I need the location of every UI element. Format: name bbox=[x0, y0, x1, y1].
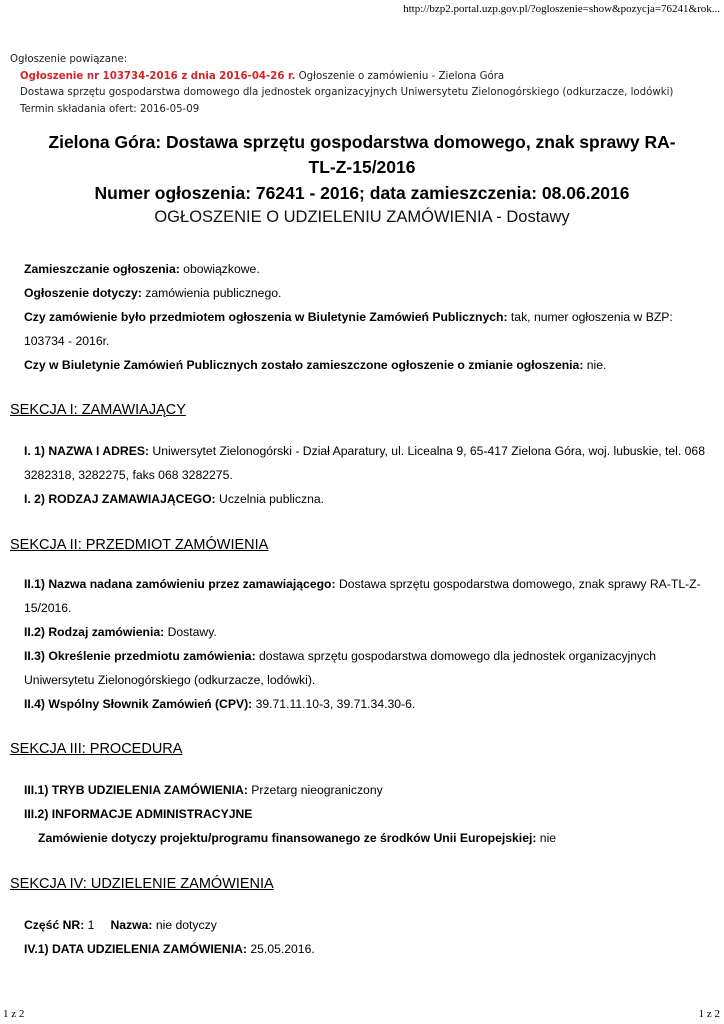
field-placement: Zamieszczanie ogłoszenia: obowiązkowe. bbox=[24, 262, 260, 276]
section-heading-1: SEKCJA I: ZAMAWIAJĄCY bbox=[10, 402, 186, 418]
section-2-body bbox=[24, 572, 708, 716]
field-part bbox=[24, 913, 708, 937]
section-heading-3: SEKCJA III: PROCEDURA bbox=[10, 741, 183, 757]
page-counter-right: 1 z 2 bbox=[698, 1008, 720, 1020]
related-link-line bbox=[10, 69, 710, 86]
section-1-body bbox=[24, 439, 708, 511]
section-heading-2: SEKCJA II: PRZEDMIOT ZAMÓWIENIA bbox=[10, 537, 269, 553]
related-description: Dostawa sprzętu gospodarstwa domowego dla jednostek organizacyjnych Uniwersytetu Zielonogórskiego (odkurzacze, lodówki) bbox=[20, 87, 674, 98]
field-name-address: I. 1) NAZWA I ADRES: Uniwersytet Zielonogórski - Dział Aparatury, ul. Licealna 9, 65-417 Zielona Góra, woj. lubuskie, tel. 068 3282318, 3282275, faks 068 3282275. bbox=[24, 444, 705, 482]
field-cpv: II.4) Wspólny Słownik Zamówień (CPV): 39.71.11.10-3, 39.71.34.30-6. bbox=[24, 697, 416, 711]
field-contract-kind: II.2) Rodzaj zamówienia: Dostawy. bbox=[24, 625, 217, 639]
field-contracting-type: I. 2) RODZAJ ZAMAWIAJĄCEGO: Uczelnia publiczna. bbox=[24, 492, 325, 506]
field-admin-info: III.2) INFORMACJE ADMINISTRACYJNE bbox=[24, 807, 253, 821]
page-counter-left: 1 z 2 bbox=[3, 1008, 25, 1020]
field-bzp: Czy zamówienie było przedmiotem ogłoszenia w Biuletynie Zamówień Publicznych: tak, numer ogłoszenia w BZP: 103734 - 2016r. bbox=[24, 310, 673, 348]
related-label: Ogłoszenie powiązane: bbox=[10, 54, 128, 65]
section-heading-4: SEKCJA IV: UDZIELENIE ZAMÓWIENIA bbox=[10, 876, 274, 892]
field-contract-subject: II.3) Określenie przedmiotu zamówienia: dostawa sprzętu gospodarstwa domowego dla jednostek organizacyjnych Uniwersytetu Zielonogórskiego (odkurzacze, lodówki). bbox=[24, 649, 657, 687]
notice-number: Numer ogłoszenia: 76241 - 2016; data zamieszczenia: 08.06.2016 bbox=[94, 183, 630, 203]
field-procedure-mode: III.1) TRYB UDZIELENIA ZAMÓWIENIA: Przetarg nieograniczony bbox=[24, 783, 383, 797]
field-award-date: IV.1) DATA UDZIELENIA ZAMÓWIENIA: 25.05.2016. bbox=[24, 942, 315, 956]
intro-fields bbox=[24, 257, 708, 377]
title-block bbox=[0, 130, 724, 228]
related-notice bbox=[10, 52, 710, 118]
part-name: Nazwa: nie dotyczy bbox=[110, 918, 217, 932]
related-link-rest: Ogłoszenie o zamówieniu - Zielona Góra bbox=[295, 70, 505, 82]
section-4-body bbox=[24, 913, 708, 961]
notice-type: OGŁOSZENIE O UDZIELENIU ZAMÓWIENIA - Dostawy bbox=[154, 208, 570, 226]
field-contract-name: II.1) Nazwa nadana zamówieniu przez zamawiającego: Dostawa sprzętu gospodarstwa domowego, znak sprawy RA-TL-Z-15/2016. bbox=[24, 577, 701, 615]
page-title: Zielona Góra: Dostawa sprzętu gospodarstwa domowego, znak sprawy RA-TL-Z-15/2016 bbox=[48, 132, 676, 177]
field-eu-funding: Zamówienie dotyczy projektu/programu finansowanego ze środków Unii Europejskiej: nie bbox=[38, 831, 557, 845]
section-3-body bbox=[24, 778, 708, 850]
related-notice-link[interactable]: Ogłoszenie nr 103734-2016 z dnia 2016-04-26 r. bbox=[20, 70, 296, 82]
related-deadline: Termin składania ofert: 2016-05-09 bbox=[20, 103, 200, 115]
part-number: Część NR: 1 bbox=[24, 918, 95, 932]
print-url: http://bzp2.portal.uzp.gov.pl/?ogloszenie=show&pozycja=76241&rok... bbox=[403, 3, 720, 15]
field-concerns: Ogłoszenie dotyczy: zamówienia publicznego. bbox=[24, 286, 282, 300]
field-change-notice: Czy w Biuletynie Zamówień Publicznych zostało zamieszczone ogłoszenie o zmianie ogłoszenia: nie. bbox=[24, 358, 607, 372]
